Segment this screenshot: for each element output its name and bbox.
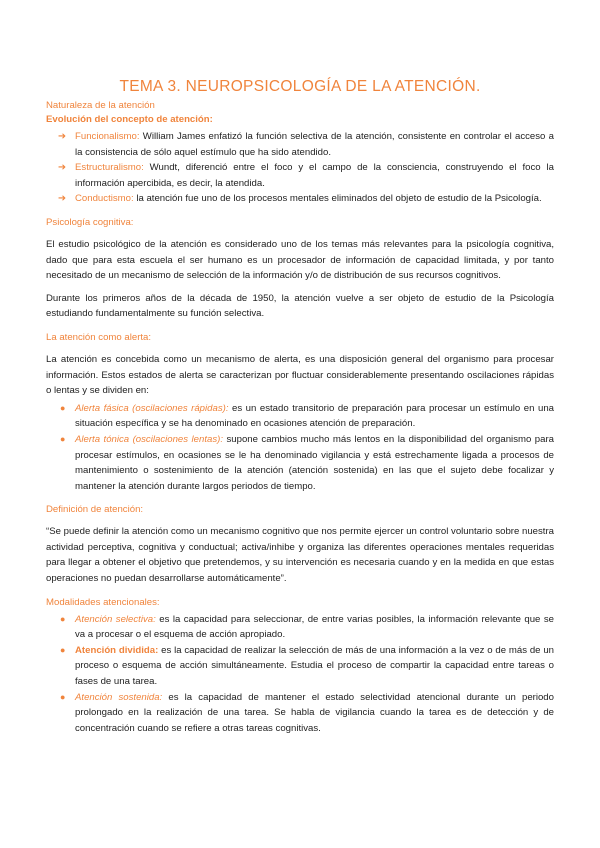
item-text: es la capacidad de mantener el estado selectividad atencional durante un periodo prolongado en la realización de una tarea. Se habla de vigilancia cuando la tarea es de detección y de concentración cuando se refiere a otras tareas cognitivas. [75,691,554,734]
bullet-icon: ● [60,402,66,413]
term-label: Alerta tónica (oscilaciones lentas): [75,433,223,445]
evolucion-list [46,129,554,207]
list-item [46,432,554,494]
term-label: Conductismo: [75,193,134,205]
item-text: es la capacidad para seleccionar, de entre varias posibles, la información relevante que se va a procesar o el esquema de acción apropiado. [75,613,554,641]
list-item [46,401,554,432]
paragraph: “Se puede definir la atención como un mecanismo cognitivo que nos permite ejercer un control voluntario sobre nuestra actividad perceptiva, cognitiva y conductual; activa/inhibe y organiza las diferentes operaciones mentales requeridas para llegar a obtener el objetivo que pretendemos, y su intervención es necesaria cuando y en la medida en que estas operaciones no puedan desarrollarse automáticamente”. [46,526,554,585]
bullet-icon: ● [60,691,66,702]
document-content [46,99,554,736]
item-text: es la capacidad de realizar la selección de más de una información a la vez o de más de un proceso o esquema de acción simultáneamente. Estudia el proceso de compartir la capacidad entre tareas o fases de una tarea. [75,644,554,688]
term-label: Atención dividida: [75,644,159,656]
term-label: Alerta fásica (oscilaciones rápidas): [75,402,229,414]
list-item [46,160,554,191]
document-title: TEMA 3. NEUROPSICOLOGÍA DE LA ATENCIÓN. [119,78,481,96]
paragraph: El estudio psicológico de la atención es considerado uno de los temas más relevantes para la psicología cognitiva, dado que para esta escuela el ser humano es un procesador de información de capacidad limitada, y por tanto necesitado de un mecanismo de selección de la información y/o de distribución de sus recursos cognitivos. [46,238,554,282]
bullet-icon: ● [60,613,66,624]
list-item [46,690,554,737]
item-text: es un estado transitorio de preparación para procesar un estímulo en una situación específica y se ha denominado en ocasiones atención de preparación. [75,402,554,430]
section-heading-definicion: Definición de atención: [46,504,144,516]
bullet-icon: ● [60,433,66,444]
term-label: Atención selectiva: [75,613,156,625]
list-item [46,643,554,690]
term-label: Funcionalismo: [75,131,140,142]
modalidades-list [46,612,554,737]
term-label: Estructuralismo: [75,162,144,174]
item-text: Wundt, diferenció entre el foco y el campo de la consciencia, construyendo el foco la información apercibida, es decir, la atendida. [75,162,554,189]
section-heading-psicologia-cognitiva: Psicología cognitiva: [46,216,134,228]
term-label: Atención sostenida: [75,691,163,703]
bullet-icon: ● [60,644,66,655]
arrow-right-icon: ➔ [58,131,67,142]
arrow-right-icon: ➔ [58,193,67,205]
item-text: supone cambios mucho más lentos en la disponibilidad del organismo para procesar estímulos, en ocasiones se le ha denominado vigilancia y está estrechamente ligada a procesos de mantenimiento o sostenimiento de la atención (atención sostenida) en las que el sujeto debe focalizar y mantener la atención durante largos periodos de tiempo. [75,433,554,492]
item-text: William James enfatizó la función selectiva de la atención, consistente en controlar el acceso a la consistencia de sólo aquel estímulo que ha sido atendido. [75,131,554,158]
arrow-right-icon: ➔ [58,162,67,174]
item-text: la atención fue uno de los procesos mentales eliminados del objeto de estudio de la Psicología. [133,193,542,205]
section-subheading-evolucion: Evolución del concepto de atención: [46,114,213,125]
paragraph: La atención es concebida como un mecanismo de alerta, es una disposición general del organismo para procesar información. Estos estados de alerta se caracterizan por fluctuar considerablemente presentando oscilaciones rápidas o lentas y se dividen en: [46,353,554,397]
section-heading-modalidades: Modalidades atencionales: [46,596,160,608]
section-heading-naturaleza: Naturaleza de la atención [46,100,155,111]
list-item [46,612,554,643]
section-heading-alerta: La atención como alerta: [46,331,152,343]
list-item [46,191,554,207]
alerta-list [46,401,554,495]
list-item [46,129,554,160]
paragraph: Durante los primeros años de la década de 1950, la atención vuelve a ser objeto de estudio de la Psicología estudiando fundamentalmente su función selectiva. [46,292,554,320]
